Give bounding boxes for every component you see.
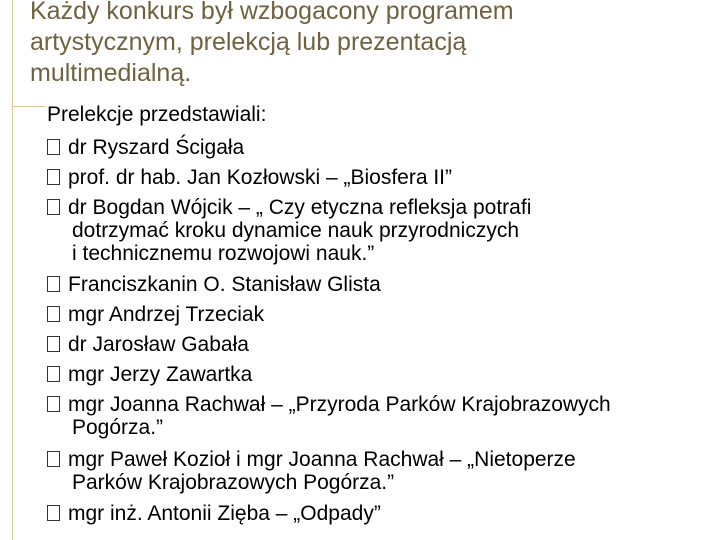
list-item-text: Franciszkanin O. Stanisław Glista	[68, 273, 381, 296]
list-item-text: mgr Andrzej Trzeciak	[68, 303, 265, 326]
list-item	[47, 273, 719, 296]
list-item-text: mgr Jerzy Zawartka	[68, 363, 253, 386]
list-item-text-continued: Pogórza.”	[72, 416, 164, 439]
list-item-text: prof. dr hab. Jan Kozłowski – „Biosfera II”	[68, 166, 452, 189]
bullet-box-icon	[47, 139, 60, 155]
list-item-text: dr Ryszard Ścigała	[68, 136, 245, 159]
bullet-box-icon	[47, 366, 60, 382]
bullet-box-icon	[47, 505, 60, 521]
list-item-text: dr Jarosław Gabała	[68, 333, 249, 356]
slide-title: Każdy konkurs był wzbogacony programem artystycznym, prelekcją lub prezentacją multimedialną.	[30, 0, 514, 87]
list-item	[47, 393, 719, 439]
list-item-text: mgr inż. Antonii Zięba – „Odpady”	[68, 502, 381, 525]
list-item-text: mgr Paweł Kozioł i mgr Joanna Rachwał – „Nietoperze	[68, 448, 576, 471]
list-item	[47, 136, 719, 159]
bullet-box-icon	[47, 199, 60, 215]
list-item-text-continued: Parków Krajobrazowych Pogórza.”	[72, 471, 395, 494]
list-item-text: dr Bogdan Wójcik – „ Czy etyczna refleksja potrafi	[68, 196, 532, 219]
list-item-text-continued: i technicznemu rozwojowi nauk.”	[72, 242, 375, 265]
decorative-vertical-line	[12, 0, 13, 540]
bullet-box-icon	[47, 396, 60, 412]
list-item	[47, 448, 719, 494]
intro-text: Prelekcje przedstawiali:	[47, 103, 267, 126]
list-item	[47, 166, 719, 189]
list-item	[47, 196, 719, 265]
list-item	[47, 333, 719, 356]
bullet-box-icon	[47, 276, 60, 292]
list-item	[47, 363, 719, 386]
list-item-text: mgr Joanna Rachwał – „Przyroda Parków Krajobrazowych	[68, 393, 611, 416]
list-item-text-continued: dotrzymać kroku dynamice nauk przyrodniczych	[72, 219, 520, 242]
list-item	[47, 303, 719, 326]
list-item	[47, 502, 719, 525]
bullet-box-icon	[47, 169, 60, 185]
bullet-box-icon	[47, 306, 60, 322]
bullet-box-icon	[47, 451, 60, 467]
bullet-box-icon	[47, 336, 60, 352]
decorative-horizontal-line	[12, 106, 45, 107]
